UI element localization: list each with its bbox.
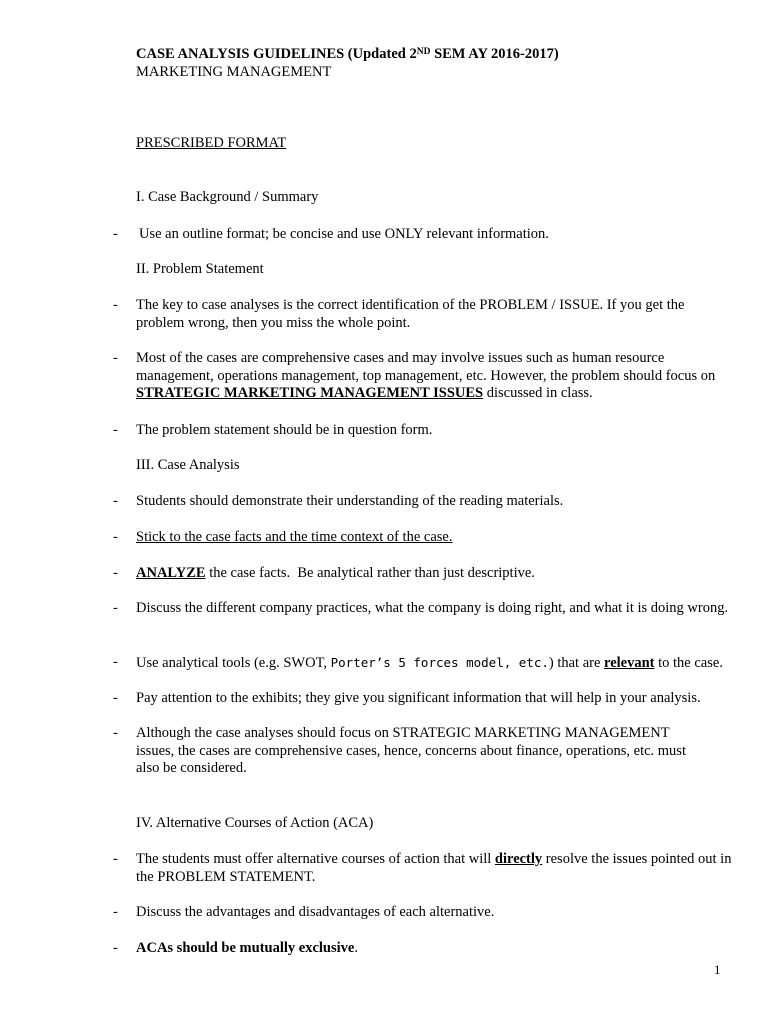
item-text: Most of the cases are comprehensive cases and may involve issues such as human resource management, operations management, top management, etc. However, the problem should focus on <box>136 350 716 384</box>
list-item <box>136 654 736 673</box>
bullet-dash: - <box>113 600 118 616</box>
emphasis-text: STRATEGIC MARKETING MANAGEMENT ISSUES <box>136 385 484 401</box>
monospace-text: Porter’s 5 forces model, etc. <box>330 655 549 670</box>
bullet-dash: - <box>113 690 118 706</box>
bullet-dash: - <box>113 350 118 366</box>
format-heading: PRESCRIBED FORMAT <box>136 135 287 151</box>
emphasis-text: relevant <box>604 655 655 671</box>
title-text: CASE ANALYSIS GUIDELINES (Updated 2 <box>136 46 417 62</box>
list-item: Stick to the case facts and the time context of the case. <box>136 529 453 545</box>
section-heading-1: I. Case Background / Summary <box>136 189 319 205</box>
bullet-dash: - <box>113 493 118 509</box>
emphasis-text: ANALYZE <box>136 565 206 581</box>
emphasis-text: ACAs should be mutually exclusive <box>136 940 355 956</box>
document-title <box>136 46 559 64</box>
section-heading-3: III. Case Analysis <box>136 457 240 473</box>
bullet-dash: - <box>113 654 118 670</box>
emphasis-text: directly <box>494 851 543 867</box>
list-item <box>136 940 736 958</box>
item-text: . <box>354 940 358 956</box>
list-item <box>136 565 736 583</box>
document-subtitle: MARKETING MANAGEMENT <box>136 64 332 80</box>
page-number: 1 <box>714 962 721 977</box>
bullet-dash: - <box>113 565 118 581</box>
list-item: Although the case analyses should focus on STRATEGIC MARKETING MANAGEMENT issues, the cases are comprehensive cases, hence, concerns about finance, operations, etc. must also be considered. <box>136 725 686 776</box>
list-item: Discuss the different company practices, what the company is doing right, and what it is doing wrong. <box>136 600 729 616</box>
item-text: to the case. <box>654 655 723 671</box>
bullet-dash: - <box>113 940 118 956</box>
list-item: Discuss the advantages and disadvantages of each alternative. <box>136 904 495 920</box>
list-item: The problem statement should be in question form. <box>136 422 433 438</box>
bullet-dash: - <box>113 904 118 920</box>
list-item: Use an outline format; be concise and use ONLY relevant information. <box>139 226 549 242</box>
bullet-dash: - <box>113 297 118 313</box>
bullet-dash: - <box>113 529 118 545</box>
item-text: discussed in class. <box>483 385 593 401</box>
bullet-dash: - <box>113 725 118 741</box>
list-item: The key to case analyses is the correct identification of the PROBLEM / ISSUE. If you get the problem wrong, then you miss the whole point. <box>136 297 685 331</box>
section-heading-2: II. Problem Statement <box>136 261 264 277</box>
bullet-dash: - <box>113 422 118 438</box>
list-item: Students should demonstrate their understanding of the reading materials. <box>136 493 564 509</box>
item-text: The students must offer alternative courses of action that will <box>136 851 495 867</box>
title-text-end: SEM AY 2016-2017) <box>430 46 559 62</box>
section-heading-4: IV. Alternative Courses of Action (ACA) <box>136 815 374 831</box>
title-superscript: ND <box>416 47 431 57</box>
list-item <box>136 350 736 403</box>
item-text: Use analytical tools (e.g. SWOT, <box>136 655 331 671</box>
item-text: ) that are <box>548 655 605 671</box>
bullet-dash: - <box>113 851 118 867</box>
list-item: Pay attention to the exhibits; they give you significant information that will help in your analysis. <box>136 690 701 706</box>
item-text: the case facts. Be analytical rather than just descriptive. <box>205 565 535 581</box>
item-text: resolve the issues pointed out in the PROBLEM STATEMENT. <box>136 851 732 885</box>
list-item <box>136 851 736 886</box>
bullet-dash: - <box>113 226 118 242</box>
